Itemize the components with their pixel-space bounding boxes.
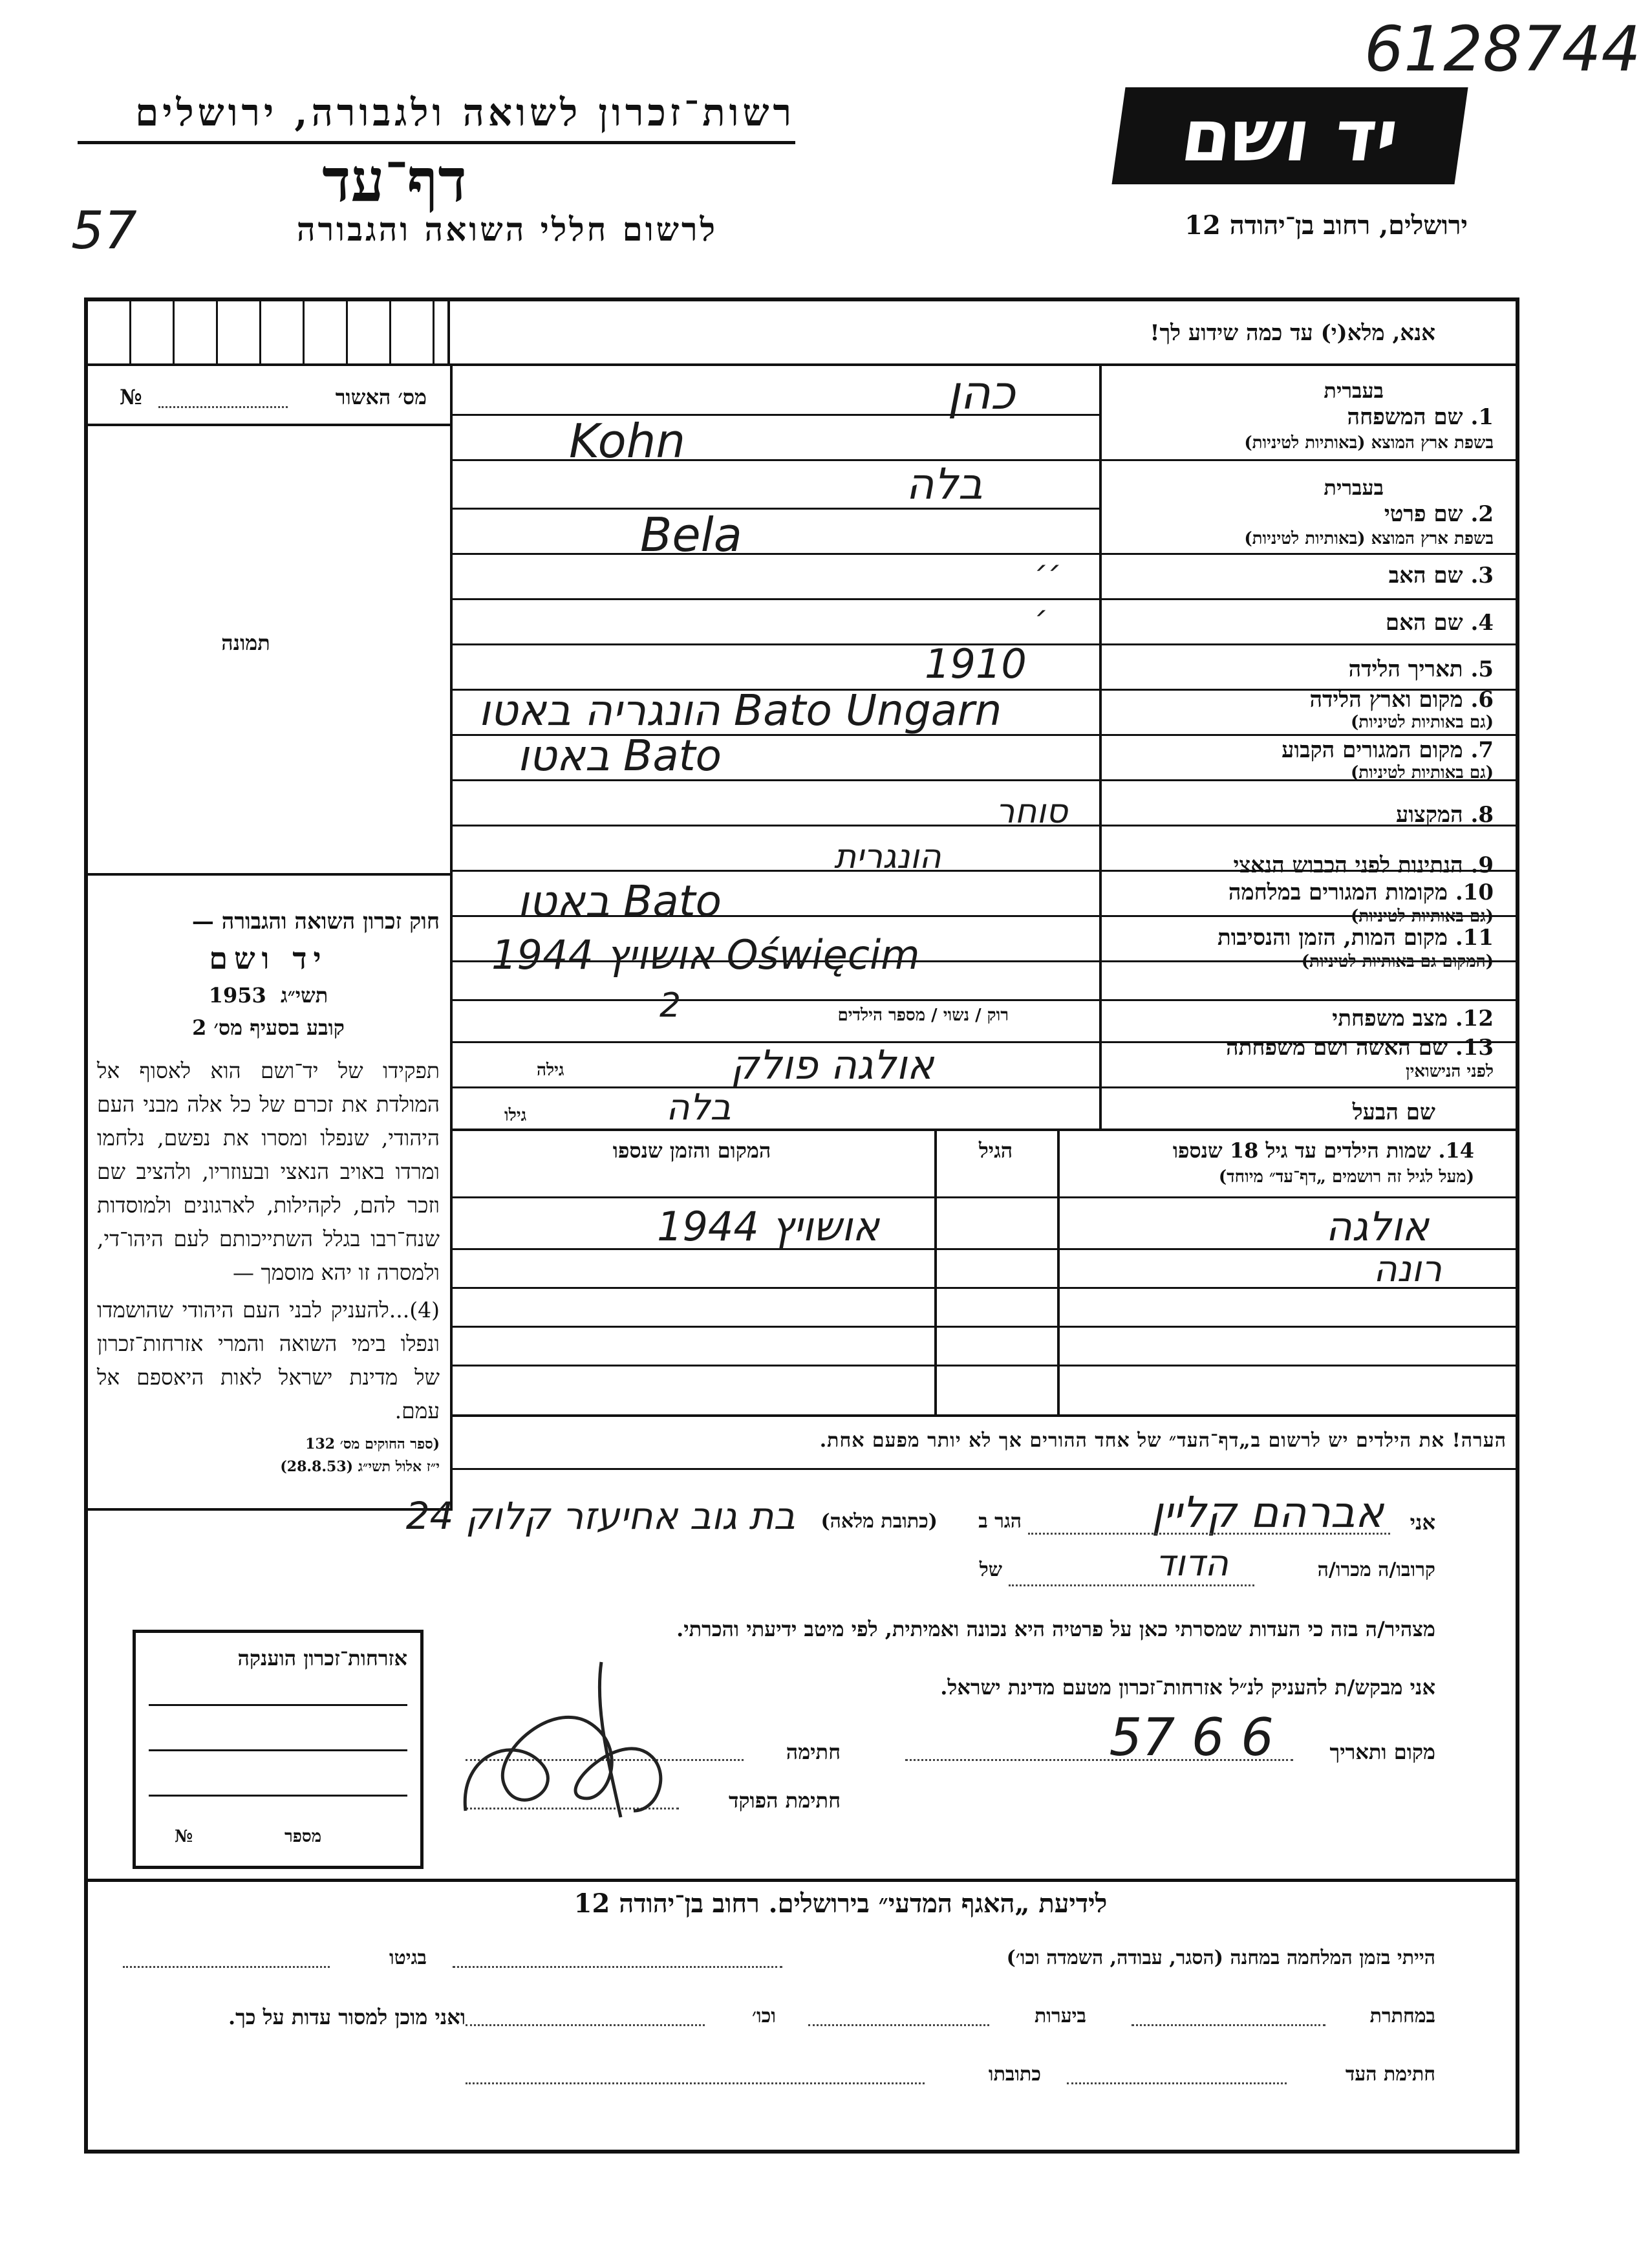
children-num: 14. [1438, 1138, 1474, 1163]
form-subtitle: לרשום חללי השואה והגבורה [296, 210, 718, 248]
photo-label: תמונה [221, 631, 270, 655]
child-name-1[interactable]: אולגה [1325, 1203, 1429, 1250]
footer-address-field[interactable] [466, 2082, 925, 2084]
field-7-sublabel: (גם באותיות לטיניות) [1350, 763, 1494, 783]
footer-address: כתובתו [988, 2063, 1041, 2086]
footer-forests: ביערות [1034, 2005, 1086, 2027]
children-header-rule [453, 1196, 1519, 1198]
footer-ghetto-field[interactable] [123, 1966, 330, 1968]
field-2-label [1112, 501, 1494, 527]
footer-camp-field[interactable] [453, 1966, 782, 1968]
field-8-label-text: המקצוע [1395, 802, 1463, 828]
field-13-value[interactable]: אולגה פולק [731, 1041, 934, 1088]
footer-underground-field[interactable] [1132, 2024, 1325, 2026]
field-1-value-latin[interactable]: Kohn [569, 414, 685, 468]
law-section: קובע בסעיף מס׳ 2 [192, 1015, 345, 1040]
field-1-value-he[interactable]: כהן [947, 365, 1015, 420]
footer-witness-sig: חתימת העד [1345, 2063, 1435, 2086]
field-10-label [1112, 880, 1494, 905]
declarant-ani: אני [1410, 1510, 1435, 1535]
row-rule [453, 1365, 1519, 1366]
declarant-name-line [1028, 1533, 1390, 1535]
row-rule [453, 1326, 1519, 1328]
row-rule [453, 1129, 1519, 1131]
law-text-2: (4)...להעניק לבני העם היהודי שהושמדו ונפלו בימי השואה והמרי אזרחות־זכרון של מדינת ישראל לאות היאספם אל עמם. [97, 1297, 440, 1423]
field-12-value[interactable]: 2 [660, 986, 681, 1025]
field-3-value[interactable]: ׳׳ [1035, 553, 1062, 590]
signature-label: חתימה [786, 1740, 841, 1764]
footer-witness-sig-field[interactable] [1067, 2082, 1287, 2084]
footer-camp-line: הייתי בזמן המלחמה במחנה (הסגר, עבודה, השמדה וכו׳) [1006, 1947, 1435, 1969]
citizenship-box-title: אזרחות־זכרון הוענקה [237, 1646, 407, 1670]
approval-label: מס׳ האשור [335, 385, 427, 409]
field-9-label [1112, 852, 1494, 878]
law-year [97, 983, 440, 1008]
field-4-label-text: שם האם [1385, 610, 1463, 636]
footer-etc-field[interactable] [466, 2024, 705, 2026]
place-date-label: מקום ותאריך [1329, 1740, 1435, 1764]
citizenship-request: אני מבקש/ת להעניק לנ״ל אזרחות־זכרון מטעם מדינת ישראל. [940, 1675, 1435, 1700]
field-7-label-text: מקום המגורים הקבוע [1282, 737, 1463, 763]
field-2-sublabel: בשפת ארץ המוצא (באותיות לטיניות) [1244, 529, 1494, 548]
place-date-line [905, 1759, 1293, 1761]
marital-status-options: רוק / נשוי / מספר הילדים [837, 1006, 1009, 1025]
field-7-value[interactable]: באטו Bato [517, 731, 722, 781]
children-place-divider [1057, 1131, 1060, 1416]
citizenship-box-rule-2 [149, 1749, 407, 1751]
field-8-num: 8. [1470, 802, 1494, 828]
declaration: מצהיר/ה בזה כי העדות שמסרתי כאן על פרטיה היא נכונה ואמיתית, לפי מיטב ידיעתי והכרתי. [676, 1617, 1435, 1641]
field-11-num: 11. [1455, 925, 1494, 951]
field-12-num: 12. [1455, 1006, 1494, 1031]
field-2-lang: בעברית [1324, 475, 1384, 500]
field-13-label [1112, 1035, 1494, 1061]
law-source: (ספר החוקים מס׳ 132 [305, 1436, 440, 1453]
children-note: הערה! את הילדים יש לרשום ב„דף־העד״ של אחד ההורים אך לא יותר מפעם אחת. [819, 1429, 1507, 1452]
archive-number: 6128744 [1364, 13, 1641, 85]
footer-forests-field[interactable] [808, 2024, 989, 2026]
law-year-num: 1953 [208, 983, 266, 1008]
field-7-label [1112, 737, 1494, 763]
children-header [1067, 1138, 1474, 1163]
field-13-num: 13. [1455, 1035, 1494, 1061]
photo-box-bottom [88, 873, 450, 876]
field-9-num: 9. [1470, 852, 1494, 878]
law-title: חוק זכרון השואה והגבורה — [191, 909, 440, 934]
field-2-num: 2. [1470, 501, 1494, 527]
yad-vashem-logo [1111, 87, 1468, 184]
address: ירושלים, רחוב בן־יהודה 12 [1185, 210, 1468, 241]
field-9-label-text: הנתינות לפני הכבוש הנאצי [1233, 852, 1463, 878]
code-boxes [88, 301, 450, 366]
field-2-value-he[interactable]: בלה [906, 459, 983, 509]
wife-age-label: גילה [537, 1061, 564, 1080]
photo-box-top [88, 424, 450, 426]
handwritten-signature [440, 1656, 711, 1837]
field-11-label [1112, 925, 1494, 951]
row-rule [453, 1414, 1519, 1417]
logo-text: יד ושם [1176, 94, 1404, 177]
declarant-address[interactable]: בת גוב אחיעזר קלוק 24 [405, 1494, 795, 1538]
law-text: תפקידו של יד־ושם הוא לאסוף אל המולדת את זכרם של כל אלה מבני העם היהודי, שנפלו ומסרו את נפשם, נלחמו ומרדו באויב הנאצי ובעוזריו, ולהציב שם וזכר להם, לקהילות, לארגונים ולמוסדות שנח־רבו בגלל השתייכותם לעם היהו־די, ולמסרה זו יהא מוסמך — [97, 1058, 440, 1285]
citizenship-box-no-mark: № [175, 1827, 193, 1846]
field-4-label [1112, 610, 1494, 636]
instruction: אנא, מלא(י) עד כמה שידוע לך! [1150, 320, 1435, 346]
row-rule [453, 553, 1519, 555]
declarant-resident: הגר ב [978, 1510, 1022, 1533]
field-10-num: 10. [1455, 880, 1494, 905]
field-1-label [1112, 404, 1494, 430]
field-12-label [1112, 1006, 1494, 1031]
field-5-label [1112, 656, 1494, 682]
children-age-divider [934, 1131, 937, 1416]
row-rule [453, 999, 1519, 1001]
footer-heading: לידיעת „האגף המדעי״ בירושלים. רחוב בן־יהודה 12 [574, 1888, 1108, 1919]
field-1-num: 1. [1470, 404, 1494, 430]
field-13-label-text: שם האשה ושם משפחתה [1226, 1035, 1448, 1061]
field-9-value[interactable]: הונגרית [834, 837, 941, 876]
field-6-label [1112, 687, 1494, 713]
children-subheader: (מעל לגיל זה רושמים „דף־עד״ מיוחד) [1218, 1167, 1474, 1187]
field-6-num: 6. [1470, 687, 1494, 713]
law-source-2: י״ז אלול תשי״ג (28.8.53) [280, 1458, 440, 1475]
relation-label: קרובו/ה מכרו/ה [1317, 1559, 1435, 1581]
authority-title: רשות־זכרון לשואה ולגבורה, ירושלים [135, 91, 795, 135]
approval-no-line[interactable] [158, 406, 288, 408]
left-column-divider [450, 366, 453, 1511]
husband-label: שם הבעל [1352, 1099, 1435, 1125]
husband-value[interactable]: בלה [666, 1086, 731, 1129]
field-5-num: 5. [1470, 656, 1494, 682]
field-6-sublabel: (גם באותיות לטיניות) [1350, 713, 1494, 732]
relation-line [1009, 1584, 1254, 1586]
children-header-text: שמות הילדים עד גיל 18 שנספו [1172, 1138, 1432, 1163]
citizenship-box-number: מספר [284, 1827, 322, 1846]
citizenship-box-rule-3 [149, 1795, 407, 1797]
footer-ghetto: בגיטו [389, 1947, 427, 1969]
footer-etc: וכו׳ [752, 2005, 776, 2027]
row-rule [453, 1086, 1519, 1088]
footer-ready: ואני מוכן למסור עדות על כך. [228, 2005, 466, 2029]
field-1-label-text: שם המשפחה [1347, 404, 1463, 430]
field-11-value[interactable]: אושויץ 1944 Oświęcim [491, 931, 920, 978]
citizenship-box-rule-1 [149, 1704, 407, 1706]
field-8-value[interactable]: סוחר [996, 792, 1068, 831]
field-4-value[interactable]: ׳ [1035, 598, 1048, 636]
field-13-sublabel: לפני הנישואין [1405, 1062, 1494, 1081]
field-2-value-latin[interactable]: Bela [640, 508, 742, 562]
field-4-num: 4. [1470, 610, 1494, 636]
citizenship-box [133, 1630, 424, 1869]
folio-mark: 57 [71, 200, 137, 261]
header-rule [78, 141, 795, 144]
field-10-value[interactable]: באטו Bato [517, 876, 722, 926]
form-title: דף־עד [322, 146, 467, 215]
law-year-he: תשי״ג [281, 983, 328, 1008]
footer-rule [88, 1879, 1516, 1882]
footer-underground: במחתרת [1369, 2005, 1435, 2027]
declarant-address-label: (כתובת מלאה) [820, 1510, 938, 1533]
field-1-sublabel: בשפת ארץ המוצא (באותיות לטיניות) [1244, 433, 1494, 453]
field-7-num: 7. [1470, 737, 1494, 763]
field-8-label [1112, 802, 1494, 828]
field-11-sublabel: (המקום גם באותיות לטיניות) [1301, 952, 1494, 971]
field-10-sublabel: (גם באותיות לטיניות) [1350, 907, 1494, 926]
row-rule [453, 598, 1519, 600]
relation-value[interactable]: הדוד [1155, 1542, 1228, 1584]
field-6-value[interactable]: הונגריה באטו Bato Ungarn [478, 686, 1002, 735]
field-1-lang: בעברית [1324, 378, 1384, 403]
field-2-label-text: שם פרטי [1384, 501, 1463, 527]
label-column-divider [1099, 366, 1102, 1129]
declarant-name[interactable]: אברהם קליין [1151, 1487, 1384, 1537]
children-col-place: המקום והזמן שנספו [612, 1138, 771, 1163]
child-name-2[interactable]: רונה [1373, 1248, 1442, 1290]
note-rule [453, 1468, 1519, 1470]
husband-age-label: גילו [504, 1106, 527, 1125]
law-name: יד ושם [209, 941, 328, 976]
field-3-label-text: שם האב [1388, 563, 1463, 589]
field-5-label-text: תאריך הלידה [1348, 656, 1463, 682]
field-6-label-text: מקום וארץ הלידה [1309, 687, 1463, 713]
children-col-age: הגיל [978, 1138, 1013, 1163]
place-date-value[interactable]: 6 6 57 [1109, 1707, 1274, 1767]
field-11-label-text: מקום המות, הזמן והנסיבות [1217, 925, 1448, 951]
field-3-label [1112, 563, 1494, 589]
field-12-label-text: מצב משפחתי [1332, 1006, 1448, 1031]
relation-shel: של [979, 1559, 1002, 1581]
field-5-value[interactable]: 1910 [925, 640, 1027, 687]
officer-label: חתימת הפוקד [729, 1788, 841, 1813]
field-3-num: 3. [1470, 563, 1494, 589]
children-place[interactable]: אושויץ 1944 [657, 1203, 879, 1250]
field-10-label-text: מקומות המגורים במלחמה [1228, 880, 1448, 905]
approval-no-mark: № [120, 385, 142, 409]
